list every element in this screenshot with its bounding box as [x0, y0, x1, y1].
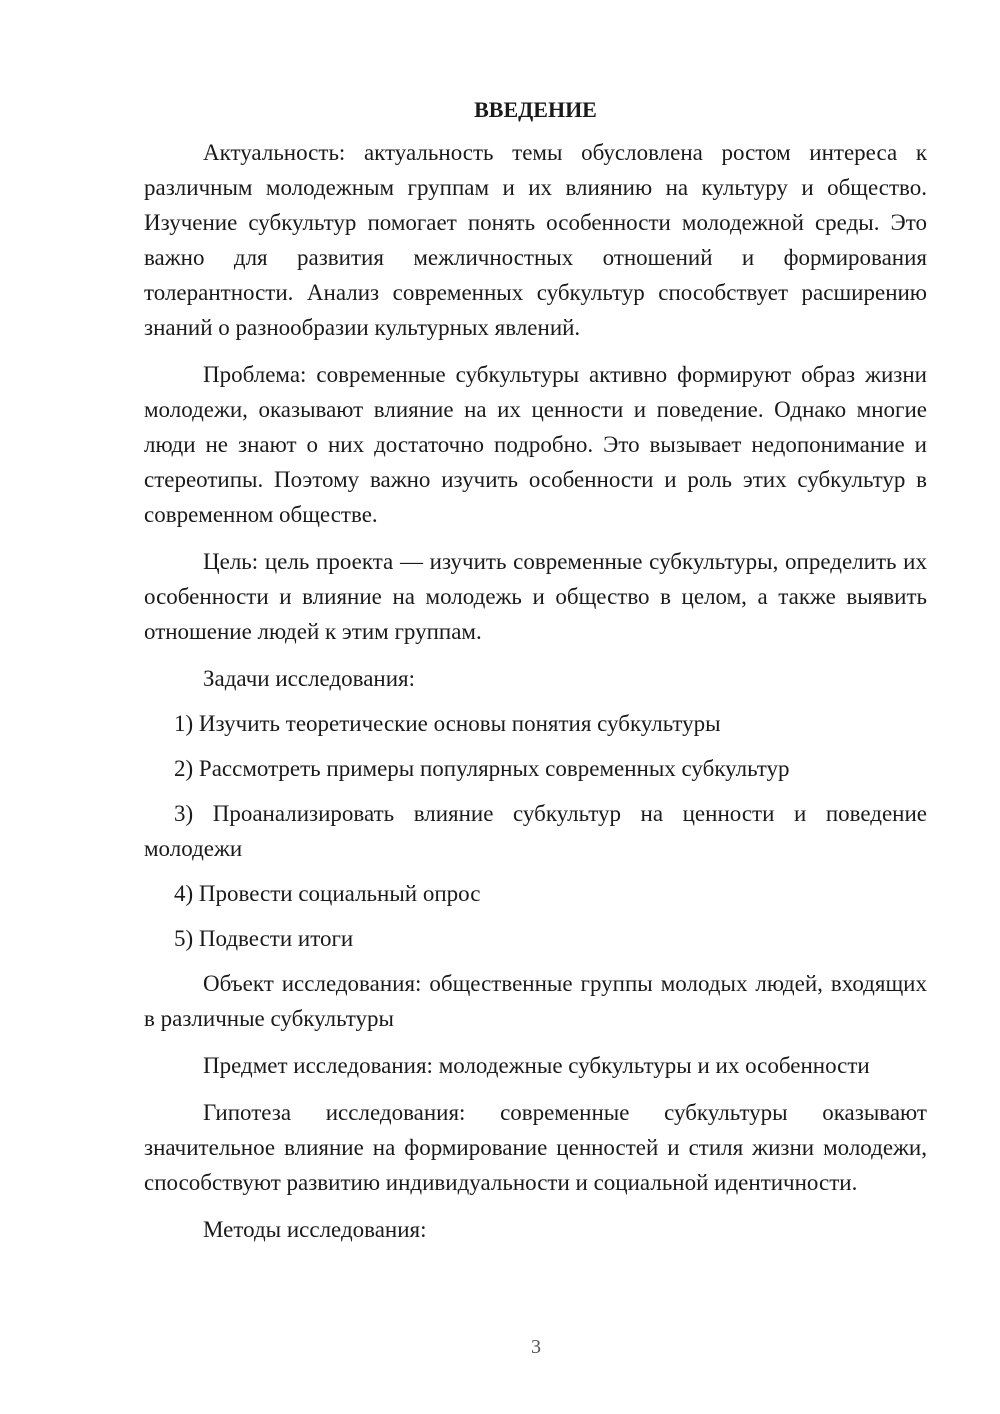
- paragraph-relevance: Актуальность: актуальность темы обусловлена ростом интереса к различным молодежным группам и их влиянию на культуру и общество. Изучение субкультур помогает понять особенности молодежной среды. Это важно для развития межличностных отношений и формирования толерантности. Анализ современных субкультур способствует расширению знаний о разнообразии культурных явлений.: [144, 140, 927, 340]
- list-item: 4) Провести социальный опрос: [174, 881, 481, 906]
- methods-title: Методы исследования:: [203, 1217, 427, 1242]
- paragraph-hypothesis: Гипотеза исследования: современные субкультуры оказывают значительное влияние на формирование ценностей и стиля жизни молодежи, способствуют развитию индивидуальности и социальной идентичности.: [144, 1100, 927, 1195]
- tasks-list: [144, 706, 927, 956]
- page-number: 3: [531, 1336, 541, 1358]
- list-item: 3) Проанализировать влияние субкультур на ценности и поведение молодежи: [144, 801, 927, 861]
- paragraph-object: Объект исследования: общественные группы молодых людей, входящих в различные субкультуры: [144, 971, 927, 1031]
- tasks-title: Задачи исследования:: [203, 666, 416, 691]
- document-body: [144, 95, 927, 1259]
- list-item: 2) Рассмотреть примеры популярных современных субкультур: [174, 756, 790, 781]
- paragraph-problem: Проблема: современные субкультуры активно формируют образ жизни молодежи, оказывают влияние на их ценности и поведение. Однако многие люди не знают о них достаточно подробно. Это вызывает недопонимание и стереотипы. Поэтому важно изучить особенности и роль этих субкультур в современном обществе.: [144, 362, 927, 527]
- list-item: 5) Подвести итоги: [174, 926, 354, 951]
- page-title: ВВЕДЕНИЕ: [474, 97, 597, 122]
- paragraph-subject: Предмет исследования: молодежные субкультуры и их особенности: [203, 1053, 870, 1078]
- paragraph-goal: Цель: цель проекта — изучить современные субкультуры, определить их особенности и влияние на молодежь и общество в целом, а также выявить отношение людей к этим группам.: [144, 549, 927, 644]
- list-item: 1) Изучить теоретические основы понятия субкультуры: [174, 711, 721, 736]
